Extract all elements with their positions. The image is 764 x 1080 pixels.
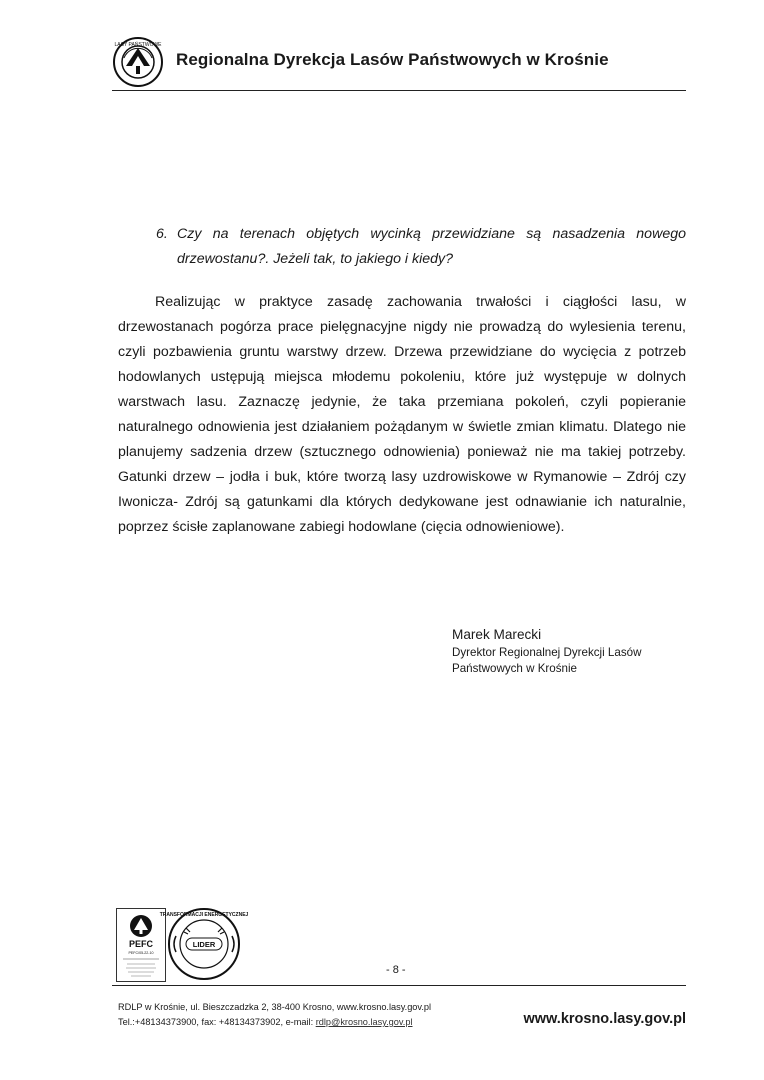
footer-contact: [118, 1015, 413, 1029]
logo-ring-text: LASY PAŃSTWOWE: [114, 42, 162, 48]
question-block: [156, 222, 686, 272]
footer-phone-fax: Tel.:+48134373900, fax: +48134373902, e-mail:: [118, 1017, 316, 1027]
pefc-code: PEFC/05-22-10: [128, 951, 154, 955]
question-number: 6.: [156, 226, 168, 242]
answer-paragraph: Realizując w praktyce zasadę zachowania trwałości i ciągłości lasu, w drzewostanach pogórza prace pielęgnacyjne nigdy nie prowadzą do wylesienia terenu, czyli pozbawienia gruntu warstwy drzew. Drzewa przewidziane do wycięcia z potrzeb hodowlanych ustępują miejsca młodemu pokoleniu, które już występuje w dolnych warstwach lasu. Zaznaczę jedynie, że taka przemiana pokoleń, czyli popieranie naturalnego odnowienia jest działaniem pożądanym w świetle zmian klimatu. Dlatego nie planujemy sadzenia drzew (sztucznego odnowienia) ponieważ nie ma takiej potrzeby. Gatunki drzew – jodła i buk, które tworzą lasy uzdrowiskowe w Rymanowie – Zdrój czy Iwonicza- Zdrój są gatunkami dla których dedykowane jest odnawianie ich naturalnie, poprzez ścisłe zaplanowane zabiegi hodowlane (cięcia odnowieniowe).: [118, 294, 686, 535]
header-divider: [112, 90, 686, 91]
lider-ring-text: TRANSFORMACJI ENERGETYCZNEJ: [159, 912, 249, 918]
pefc-logo: [116, 908, 166, 982]
signature-block: [452, 626, 672, 677]
pefc-label: PEFC: [128, 939, 154, 949]
footer-divider: [112, 985, 686, 986]
signatory-name: Marek Marecki: [452, 627, 542, 642]
page-number: - 8 -: [386, 964, 406, 976]
lasy-panstwowe-logo: [112, 36, 164, 88]
institution-title: Regionalna Dyrekcja Lasów Państwowych w Krośnie: [176, 50, 609, 69]
lider-transformacji-logo: [159, 906, 249, 982]
footer-address: RDLP w Krośnie, ul. Bieszczadzka 2, 38-400 Krosno, www.krosno.lasy.gov.pl: [118, 1002, 432, 1012]
email-link[interactable]: rdlp@krosno.lasy.gov.pl: [315, 1017, 413, 1027]
lider-label: LIDER: [192, 940, 216, 949]
signatory-role: Dyrektor Regionalnej Dyrekcji Lasów Państwowych w Krośnie: [452, 646, 642, 675]
question-text: Czy na terenach objętych wycinką przewidziane są nasadzenia nowego drzewostanu?. Jeżeli tak, to jakiego i kiedy?: [177, 226, 686, 267]
website-link[interactable]: www.krosno.lasy.gov.pl: [523, 1011, 686, 1027]
